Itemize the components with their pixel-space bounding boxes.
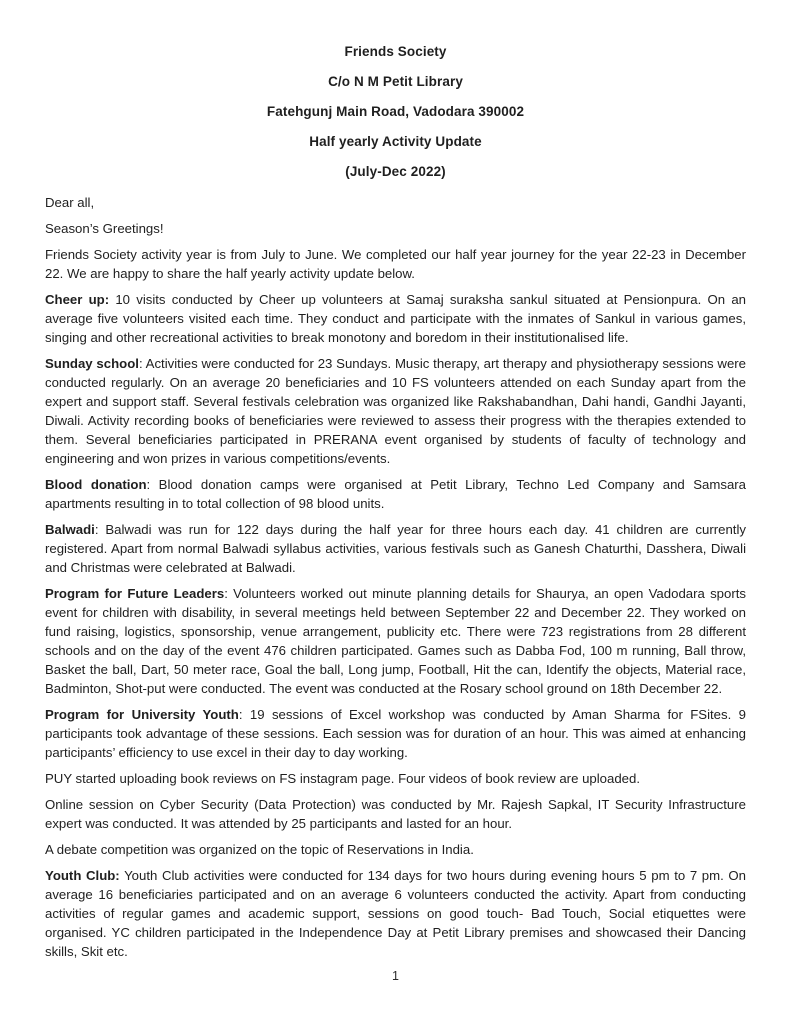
header-line: Fatehgunj Main Road, Vadodara 390002 — [266, 104, 525, 119]
paragraph: Sunday school: Activities were conducted for 23 Sundays. Music therapy, art therapy and physiotherapy sessions were conducted regularly. On an average 20 beneficiaries and 10 FS volunteers attended on each Sunday apart from the expert and support staff. Several festivals celebration was organized like Rakshabandhan, Dahi handi, Gandhi Jayanti, Diwali. Activity recording books of beneficiaries were reviewed to assess their progress with the therapies extended to them. Several beneficiaries participated in PRERANA event organised by students of faculty of technology and engineering and won prizes in various competitions/events. — [45, 356, 747, 466]
page-footer — [45, 968, 746, 984]
document-body — [45, 193, 746, 961]
paragraph-lead: Program for Future Leaders — [45, 586, 225, 601]
header-line: C/o N M Petit Library — [328, 74, 463, 89]
paragraph-lead: Sunday school — [45, 356, 139, 371]
paragraph: Dear all, — [45, 195, 95, 210]
paragraph: Blood donation: Blood donation camps were organised at Petit Library, Techno Led Company and Samsara apartments resulting in to total collection of 98 blood units. — [45, 477, 746, 511]
page-number: 1 — [392, 969, 399, 983]
paragraph-lead: Balwadi — [45, 522, 95, 537]
paragraph: Online session on Cyber Security (Data Protection) was conducted by Mr. Rajesh Sapkal, IT Security Infrastructure expert was conducted. It was attended by 25 participants and lasted for an hour. — [45, 797, 746, 831]
paragraph-lead: Youth Club: — [45, 868, 120, 883]
document-header — [45, 42, 746, 181]
header-line: Friends Society — [344, 44, 447, 59]
paragraph-lead: Program for University Youth — [45, 707, 239, 722]
paragraph-lead: Blood donation — [45, 477, 147, 492]
paragraph: Program for Future Leaders: Volunteers worked out minute planning details for Shaurya, an open Vadodara sports event for children with disability, in several meetings held between September 22 and December 22. They worked on fund raising, logistics, sponsorship, venue arrangement, publicity etc. There were 723 registrations from 28 different schools and on the day of the event 476 children participated. Games such as Dabba Fod, 100 m running, Ball throw, Basket the ball, Dart, 50 meter race, Goal the ball, Long jump, Football, Hit the can, Identify the objects, Material race, Badminton, Shot-put were conducted. The event was conducted at the Rosary school ground on 18th December 22. — [45, 586, 747, 696]
paragraph: Program for University Youth: 19 sessions of Excel workshop was conducted by Aman Sharma for FSites. 9 participants took advantage of these sessions. Each session was for duration of an hour. This was aimed at enhancing participants’ efficiency to use excel in their day to day working. — [45, 707, 746, 760]
paragraph-lead: Cheer up: — [45, 292, 110, 307]
header-line: (July-Dec 2022) — [345, 164, 446, 179]
paragraph: Youth Club: Youth Club activities were conducted for 134 days for two hours during evening hours 5 pm to 7 pm. On average 16 beneficiaries participated and on an average 6 volunteers conducted the activity. Apart from conducting activities of regular games and academic support, sessions on good touch- Bad Touch, Social etiquettes were organised. YC children participated in the Independence Day at Petit Library premises and showcased their Dancing skills, Skit etc. — [45, 868, 746, 959]
paragraph: Balwadi: Balwadi was run for 122 days during the half year for three hours each day. 41 children are currently registered. Apart from normal Balwadi syllabus activities, various festivals such as Ganesh Chaturthi, Dasshera, Diwali and Christmas were celebrated at Balwadi. — [45, 522, 746, 575]
paragraph: A debate competition was organized on the topic of Reservations in India. — [45, 842, 474, 857]
header-line: Half yearly Activity Update — [309, 134, 482, 149]
paragraph: PUY started uploading book reviews on FS instagram page. Four videos of book review are uploaded. — [45, 771, 641, 786]
paragraph: Friends Society activity year is from July to June. We completed our half year journey for the year 22-23 in December 22. We are happy to share the half yearly activity update below. — [45, 247, 746, 281]
paragraph: Season’s Greetings! — [45, 221, 164, 236]
paragraph: Cheer up: 10 visits conducted by Cheer up volunteers at Samaj suraksha sankul situated at Pensionpura. On an average five volunteers visited each time. They conduct and participate with the inmates of Sankul in various games, singing and other recreational activities to break monotony and boredom in their institutionalised life. — [45, 292, 747, 345]
